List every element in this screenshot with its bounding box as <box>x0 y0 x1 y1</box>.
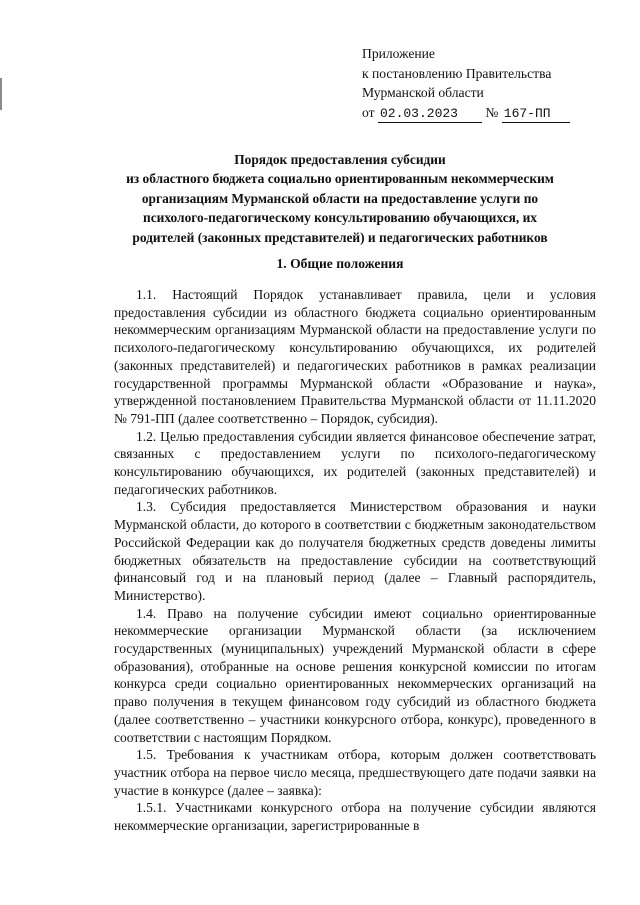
resolution-date: 02.03.2023 <box>378 106 482 123</box>
resolution-number: 167-ПП <box>502 106 570 123</box>
title-line-2: из областного бюджета социально ориентированным некоммерческим <box>126 171 554 187</box>
appendix-line-3: Мурманской области <box>362 85 484 100</box>
appendix-line-1: Приложение <box>362 46 435 61</box>
paragraph-1-3: 1.3. Субсидия предоставляется Министерством образования и науки Мурманской области, до которого в соответствии с бюджетным законодательством Российской Федерации как до получателя бюджетных средств доведены лимиты бюджетных обязательств на предоставление субсидии на соответствующий финансовый год и на плановый период (далее – Главный распорядитель, Министерство). <box>114 499 596 603</box>
number-label: № <box>485 104 499 120</box>
paragraph-1-5: 1.5. Требования к участникам отбора, которым должен соответствовать участник отбора на первое число месяца, предшествующего дате подачи заявки на участие в конкурсе (далее – заявка): <box>114 747 596 798</box>
document-title <box>80 150 600 247</box>
title-line-3: организациям Мурманской области на предоставление услуги по <box>141 190 539 206</box>
title-line-4: психолого-педагогическому консультированию обучающихся, их <box>142 210 537 226</box>
appendix-line-2: к постановлению Правительства <box>362 65 552 81</box>
title-line-1: Порядок предоставления субсидии <box>234 152 446 167</box>
scan-edge-mark <box>0 78 2 110</box>
from-label: от <box>362 104 375 120</box>
section-heading: 1. Общие положения <box>276 256 404 271</box>
paragraph-1-5-1: 1.5.1. Участниками конкурсного отбора на получение субсидии являются некоммерческие организации, зарегистрированные в <box>114 800 596 834</box>
appendix-date-number-line <box>362 103 570 123</box>
title-line-5: родителей (законных представителей) и педагогических работников <box>132 229 548 245</box>
paragraph-1-2: 1.2. Целью предоставления субсидии является финансовое обеспечение затрат, связанных с предоставлением услуги по психолого-педагогическому консультированию обучающихся, их родителей (законных представителей) и педагогических работников. <box>114 428 596 497</box>
appendix-header <box>362 44 570 123</box>
document-body <box>114 286 596 835</box>
paragraph-1-4: 1.4. Право на получение субсидии имеют социально ориентированные некоммерческие организации Мурманской области (за исключением государственных (муниципальных) учреждений Мурманской области в сфере образования), отобранные на основе решения конкурсной комиссии по итогам конкурса среди социально ориентированных некоммерческих организаций на право получения в текущем финансовом году субсидий из областного бюджета (далее соответственно – участники конкурсного отбора, конкурс), проведенного в соответствии с настоящим Порядком. <box>114 605 596 745</box>
paragraph-1-1: 1.1. Настоящий Порядок устанавливает правила, цели и условия предоставления субсидии из областного бюджета социально ориентированным некоммерческим организациям Мурманской области на предоставление услуги по психолого-педагогическому консультированию обучающихся, их родителей (законных представителей) и педагогических работников в рамках реализации государственной программы Мурманской области «Образование и наука», утвержденной постановлением Правительства Мурманской области от 11.11.2020 № 791-ПП (далее соответственно – Порядок, субсидия). <box>114 287 596 426</box>
